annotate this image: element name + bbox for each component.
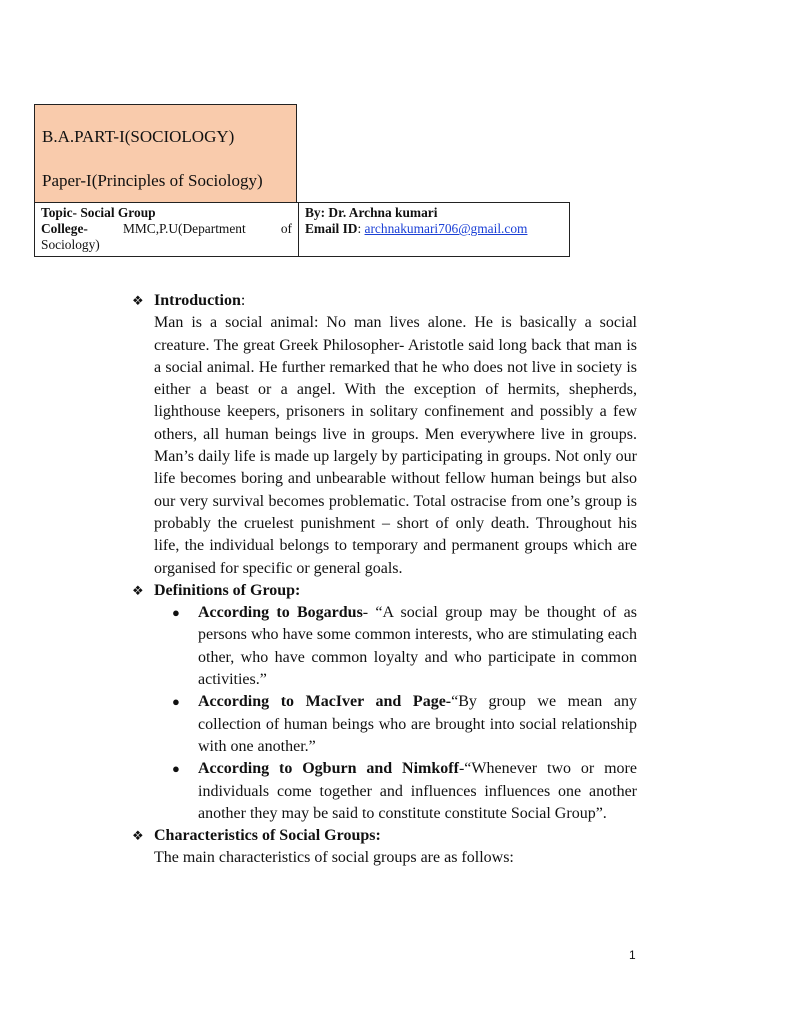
course-header-box (34, 104, 297, 202)
college-line2: Sociology) (41, 237, 100, 252)
author-name: By: Dr. Archna kumari (305, 205, 438, 220)
definition-text: - “A social group may be thought of as persons who have some common interests, who are stimulating each other, who have common loyalty and who participate in common activities.” (198, 604, 637, 689)
email-label: Email ID (305, 221, 358, 236)
characteristics-title: Characteristics of Social Groups: (154, 827, 381, 845)
definition-author: According to Ogburn and Nimkoff (198, 760, 459, 778)
list-item (172, 602, 637, 691)
definitions-title: Definitions of Group: (154, 581, 301, 599)
list-item (172, 691, 637, 758)
bullet-dot-icon: ● (172, 761, 180, 777)
email-separator: : (357, 221, 365, 236)
characteristics-paragraph: The main characteristics of social groups are as follows: (154, 849, 514, 867)
diamond-bullet-icon: ❖ (132, 828, 144, 844)
college-value: MMC,P.U(Department (122, 221, 246, 236)
college-of: of (280, 221, 292, 236)
introduction-title: Introduction (154, 292, 241, 309)
topic-cell (35, 203, 299, 257)
diamond-bullet-icon: ❖ (132, 293, 144, 308)
document-body (132, 290, 637, 870)
definition-author: According to MacIver and Page- (198, 693, 452, 711)
paper-title: Paper-I(Principles of Sociology) (42, 171, 263, 190)
definitions-list (132, 602, 637, 825)
diamond-bullet-icon: ❖ (132, 582, 144, 598)
course-title: B.A.PART-I(SOCIOLOGY) (42, 127, 235, 146)
list-item (172, 758, 637, 825)
introduction-paragraph: Man is a social animal: No man lives alone. He is basically a social creature. The great Greek Philosopher- Aristotle said long back that man is a social animal. He further remarked that he who does not live in society is either a beast or a angel. With the exception of hermits, shepherds, lighthouse keepers, prisoners in solitary confinement and possibly a few others, all human beings live in groups. Men everywhere live in groups. Man’s daily life is made up largely by participating in groups. Not only our life becomes boring and unbearable without fellow human beings but also our very survival becomes problematic. Total ostracise from one’s group is probably the cruelest punishment – short of only death. Throughout his life, the individual belongs to temporary and permanent groups which are organised for specific or general goals. (154, 314, 637, 577)
introduction-heading (132, 290, 637, 312)
college-label: College- (41, 221, 88, 236)
email-link[interactable]: archnakumari706@gmail.com (364, 221, 528, 236)
definitions-heading (132, 580, 637, 602)
introduction-colon: : (240, 292, 246, 309)
bullet-dot-icon: ● (172, 605, 180, 621)
info-table (34, 202, 570, 257)
page-number: 1 (629, 948, 636, 962)
definition-text: “By group we mean any collection of human beings who are brought into social relationship with one another.” (198, 693, 637, 755)
characteristics-heading (132, 825, 637, 847)
definition-text: -“Whenever two or more individuals come together and influences influences one another another they may be said to constitute constitute Social Group”. (198, 760, 637, 822)
author-cell (299, 203, 570, 257)
bullet-dot-icon: ● (172, 694, 180, 710)
definition-author: According to Bogardus (198, 604, 363, 622)
topic-label: Topic- Social Group (41, 205, 156, 220)
